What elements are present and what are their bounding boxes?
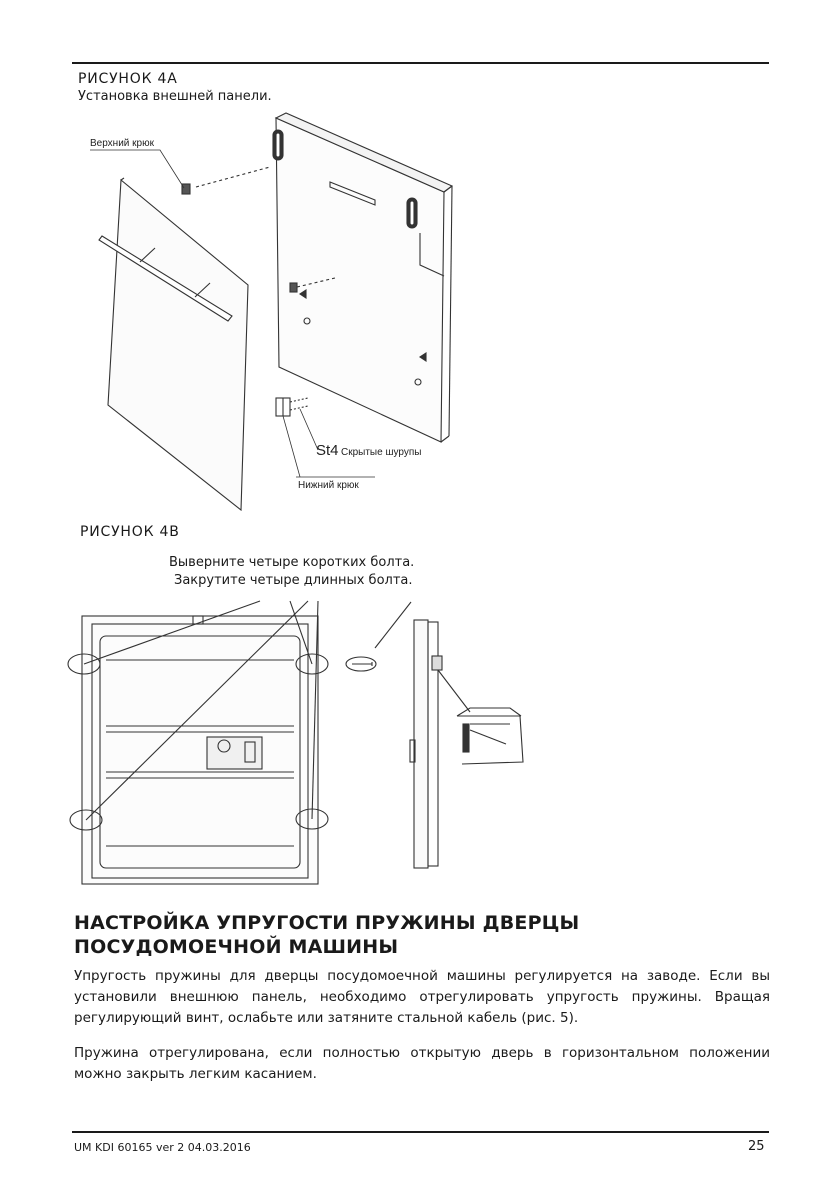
paragraph-1: Упругость пружины для дверцы посудомоечной машины регулируется на заводе. Если вы установили внешнюю панель, необходимо отрегулировать упругость пружины. Вращая регулирующий винт, ослабьте или затяните стальной кабель (рис. 5). [74,968,770,1026]
upper-hook-callout: Верхний крюк [90,138,154,149]
door-inner-frame [82,616,318,884]
section-title-line-1: НАСТРОЙКА УПРУГОСТИ ПРУЖИНЫ ДВЕРЦЫ [74,912,580,934]
section-title [74,911,579,959]
screws-callout: Скрытые шурупы [341,447,422,458]
figure-4b-instruction-1: Выверните четыре коротких болта. [169,555,415,570]
figure-4a-label: РИСУНОК 4А [78,71,178,87]
paragraph-2: Пружина отрегулирована, если полностью открытую дверь в горизонтальном положении можно закрыть легким касанием. [74,1045,770,1082]
figure-4b-label: РИСУНОК 4В [80,524,180,540]
section-title-line-2: ПОСУДОМОЕЧНОЙ МАШИНЫ [74,936,399,958]
footer-doc-id: UM KDI 60165 ver 2 04.03.2016 [74,1141,251,1154]
screws-code-callout: St4 [316,442,339,459]
lower-hook-callout: Нижний крюк [298,480,359,491]
door-side-view [414,620,428,868]
zoom-detail [457,708,523,764]
page-number: 25 [748,1139,765,1154]
footer-rule [72,1131,769,1133]
figure-4b-instruction-2: Закрутите четыре длинных болта. [174,573,413,588]
figure-4a-caption: Установка внешней панели. [78,89,272,104]
